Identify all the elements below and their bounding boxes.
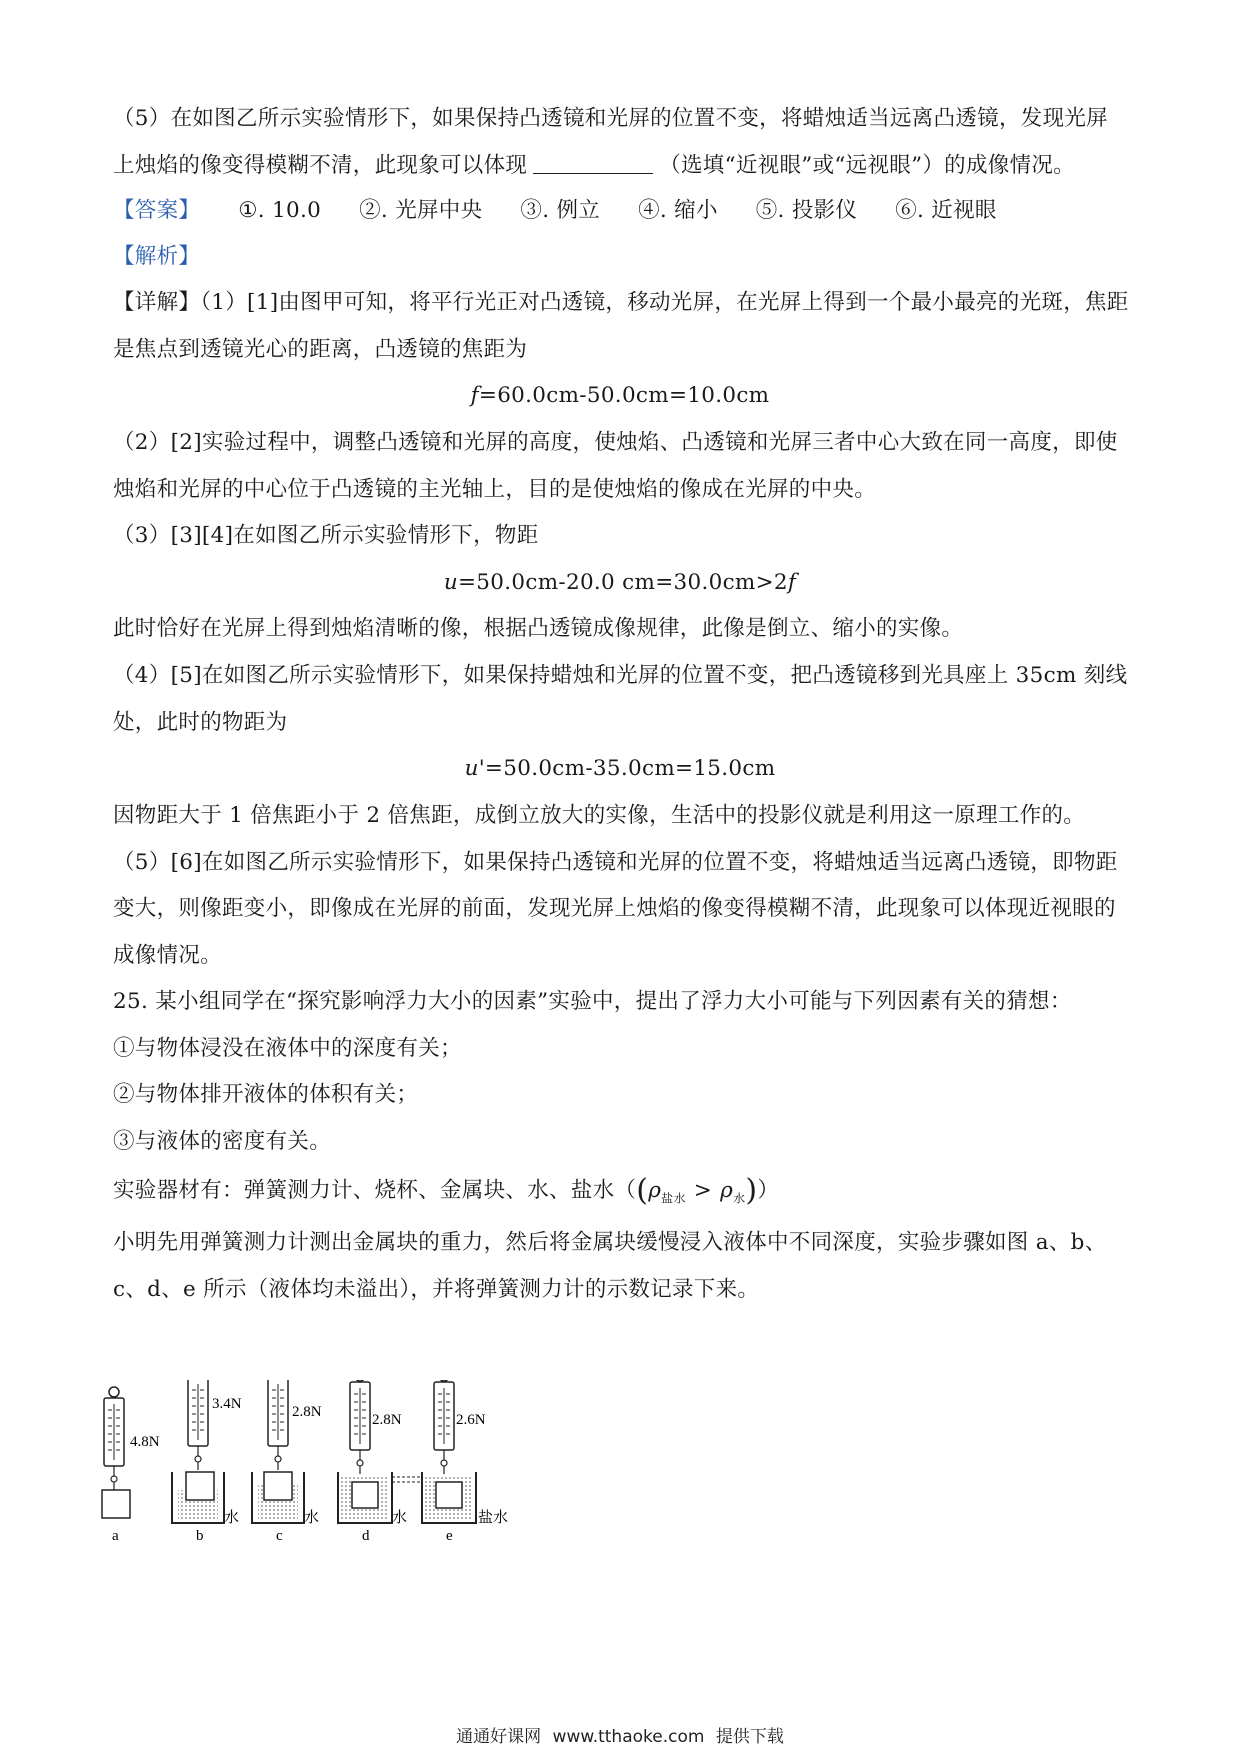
answer-tag: 【答案】 bbox=[113, 198, 201, 223]
detail-p3-line-2: 此时恰好在光屏上得到烛焰清晰的像，根据凸透镜成像规律，此像是倒立、缩小的实像。 bbox=[113, 616, 964, 641]
equation-new-object-distance bbox=[0, 754, 1240, 784]
q5-line-1: （5）在如图乙所示实验情形下，如果保持凸透镜和光屏的位置不变，将蜡烛适当远离凸透镜，发现光屏 bbox=[113, 106, 1108, 131]
detail-p5-line-2: 变大，则像距变小，即像成在光屏的前面，发现光屏上烛焰的像变得模糊不清，此现象可以体现近视眼的 bbox=[113, 896, 1116, 921]
answer-item: ②. 光屏中央 bbox=[359, 198, 483, 223]
experiment-figure bbox=[100, 1380, 600, 1610]
materials-text: 实验器材有：弹簧测力计、烧杯、金属块、水、盐水（ bbox=[113, 1178, 637, 1203]
detail-p2-line-1: （2）[2]实验过程中，调整凸透镜和光屏的高度，使烛焰、凸透镜和光屏三者中心大致在同一高度，即使 bbox=[113, 430, 1118, 455]
detail-tag: 【详解】 bbox=[113, 290, 201, 315]
q25-hypothesis-1: ①与物体浸没在液体中的深度有关； bbox=[113, 1036, 462, 1061]
eq-var: f bbox=[787, 570, 797, 595]
q25-hypothesis-2: ②与物体排开液体的体积有关； bbox=[113, 1082, 419, 1107]
liquid-c: 水 bbox=[304, 1510, 320, 1526]
q25-desc-line-1: 小明先用弹簧测力计测出金属块的重力，然后将金属块缓慢浸入液体中不同深度，实验步骤如图 a、b、 bbox=[113, 1230, 1107, 1255]
eq-var: u bbox=[443, 570, 458, 595]
answer-item: ①. 10.0 bbox=[238, 198, 322, 223]
q25-desc-line-2: c、d、e 所示（液体均未溢出），并将弹簧测力计的示数记录下来。 bbox=[113, 1277, 760, 1302]
panel-c bbox=[252, 1380, 322, 1544]
detail-p5-line-3: 成像情况。 bbox=[113, 943, 223, 968]
answer-item: ④. 缩小 bbox=[638, 198, 718, 223]
answer-item: ⑤. 投影仪 bbox=[755, 198, 858, 223]
answer-blank bbox=[533, 151, 653, 174]
detail-p1-line-2: 是焦点到透镜光心的距离，凸透镜的焦距为 bbox=[113, 337, 528, 362]
rho-symbol: ρ bbox=[648, 1178, 662, 1203]
detail-p5-line-1: （5）[6]在如图乙所示实验情形下，如果保持凸透镜和光屏的位置不变，将蜡烛适当远离凸透镜，即物距 bbox=[113, 850, 1118, 875]
liquid-b: 水 bbox=[224, 1510, 240, 1526]
detail-p2-line-2: 烛焰和光屏的中心位于凸透镜的主光轴上，目的是使烛焰的像成在光屏的中央。 bbox=[113, 477, 877, 502]
eq-rest: =50.0cm-20.0 cm=30.0cm>2 bbox=[457, 570, 788, 595]
liquid-d: 水 bbox=[392, 1510, 408, 1526]
label-d: d bbox=[362, 1528, 370, 1544]
analysis-tag: 【解析】 bbox=[113, 244, 201, 269]
footer-suffix: 提供下载 bbox=[715, 1727, 784, 1747]
answer-row bbox=[113, 196, 1128, 226]
detail-p4-line-1: （4）[5]在如图乙所示实验情形下，如果保持蜡烛和光屏的位置不变，把凸透镜移到光具座上 35cm 刻线 bbox=[113, 663, 1128, 688]
eq-rest: =60.0cm-50.0cm=10.0cm bbox=[478, 383, 770, 408]
q5-line-2-before: 上烛焰的像变得模糊不清，此现象可以体现 bbox=[113, 153, 528, 178]
page-footer bbox=[0, 1722, 1240, 1747]
label-e: e bbox=[446, 1528, 453, 1544]
metal-block bbox=[436, 1482, 462, 1508]
reading-b: 3.4N bbox=[212, 1396, 242, 1412]
footer-url[interactable]: www.tthaoke.com bbox=[552, 1727, 705, 1747]
rho-symbol: ρ bbox=[720, 1178, 734, 1203]
label-c: c bbox=[276, 1528, 283, 1544]
reading-e: 2.6N bbox=[456, 1412, 486, 1428]
detail-p4-line-2: 处，此时的物距为 bbox=[113, 710, 288, 735]
reading-c: 2.8N bbox=[292, 1404, 322, 1420]
q5-line-2-after: （选填“近视眼”或“远视眼”）的成像情况。 bbox=[659, 153, 1075, 178]
paren-open: ( bbox=[636, 1173, 649, 1208]
eq-var: u' bbox=[464, 756, 485, 781]
greater-than: > bbox=[693, 1178, 713, 1203]
q25-stem: 25. 某小组同学在“探究影响浮力大小的因素”实验中，提出了浮力大小可能与下列因素有关的猜想： bbox=[113, 989, 1072, 1014]
equation-object-distance bbox=[0, 568, 1240, 598]
q25-hypothesis-3: ③与液体的密度有关。 bbox=[113, 1129, 332, 1154]
panel-d bbox=[338, 1380, 407, 1544]
eq-rest: =50.0cm-35.0cm=15.0cm bbox=[484, 756, 776, 781]
eq-var: f bbox=[470, 383, 479, 408]
paren-close: ) bbox=[745, 1173, 758, 1208]
metal-block bbox=[352, 1482, 378, 1508]
panel-a bbox=[102, 1387, 160, 1544]
q25-materials bbox=[113, 1173, 1128, 1213]
label-a: a bbox=[112, 1528, 119, 1544]
metal-block bbox=[264, 1472, 292, 1500]
metal-block bbox=[186, 1472, 214, 1500]
materials-text: ） bbox=[757, 1178, 780, 1203]
answer-item: ⑥. 近视眼 bbox=[895, 198, 997, 223]
detail-p4-line-3: 因物距大于 1 倍焦距小于 2 倍焦距，成倒立放大的实像，生活中的投影仪就是利用这一原理工作的。 bbox=[113, 803, 1086, 828]
detail-p3-line-1: （3）[3][4]在如图乙所示实验情形下，物距 bbox=[113, 523, 539, 548]
footer-site: 通通好课网 bbox=[456, 1727, 542, 1747]
rho-subscript-salt: 盐水 bbox=[661, 1191, 686, 1206]
panel-b bbox=[172, 1380, 242, 1544]
label-b: b bbox=[196, 1528, 204, 1544]
q5-line-2 bbox=[113, 151, 1128, 181]
answer-item: ③. 例立 bbox=[520, 198, 601, 223]
detail-p1-line-1 bbox=[113, 288, 1128, 318]
metal-block bbox=[102, 1490, 130, 1518]
reading-d: 2.8N bbox=[372, 1412, 402, 1428]
panel-e bbox=[422, 1380, 508, 1544]
detail-text: （1）[1]由图甲可知，将平行光正对凸透镜，移动光屏，在光屏上得到一个最小最亮的光斑，焦距 bbox=[200, 290, 1129, 315]
reading-a: 4.8N bbox=[130, 1434, 160, 1450]
rho-subscript-water: 水 bbox=[733, 1191, 746, 1206]
equation-focal-length bbox=[0, 381, 1240, 411]
liquid-e: 盐水 bbox=[478, 1510, 509, 1526]
